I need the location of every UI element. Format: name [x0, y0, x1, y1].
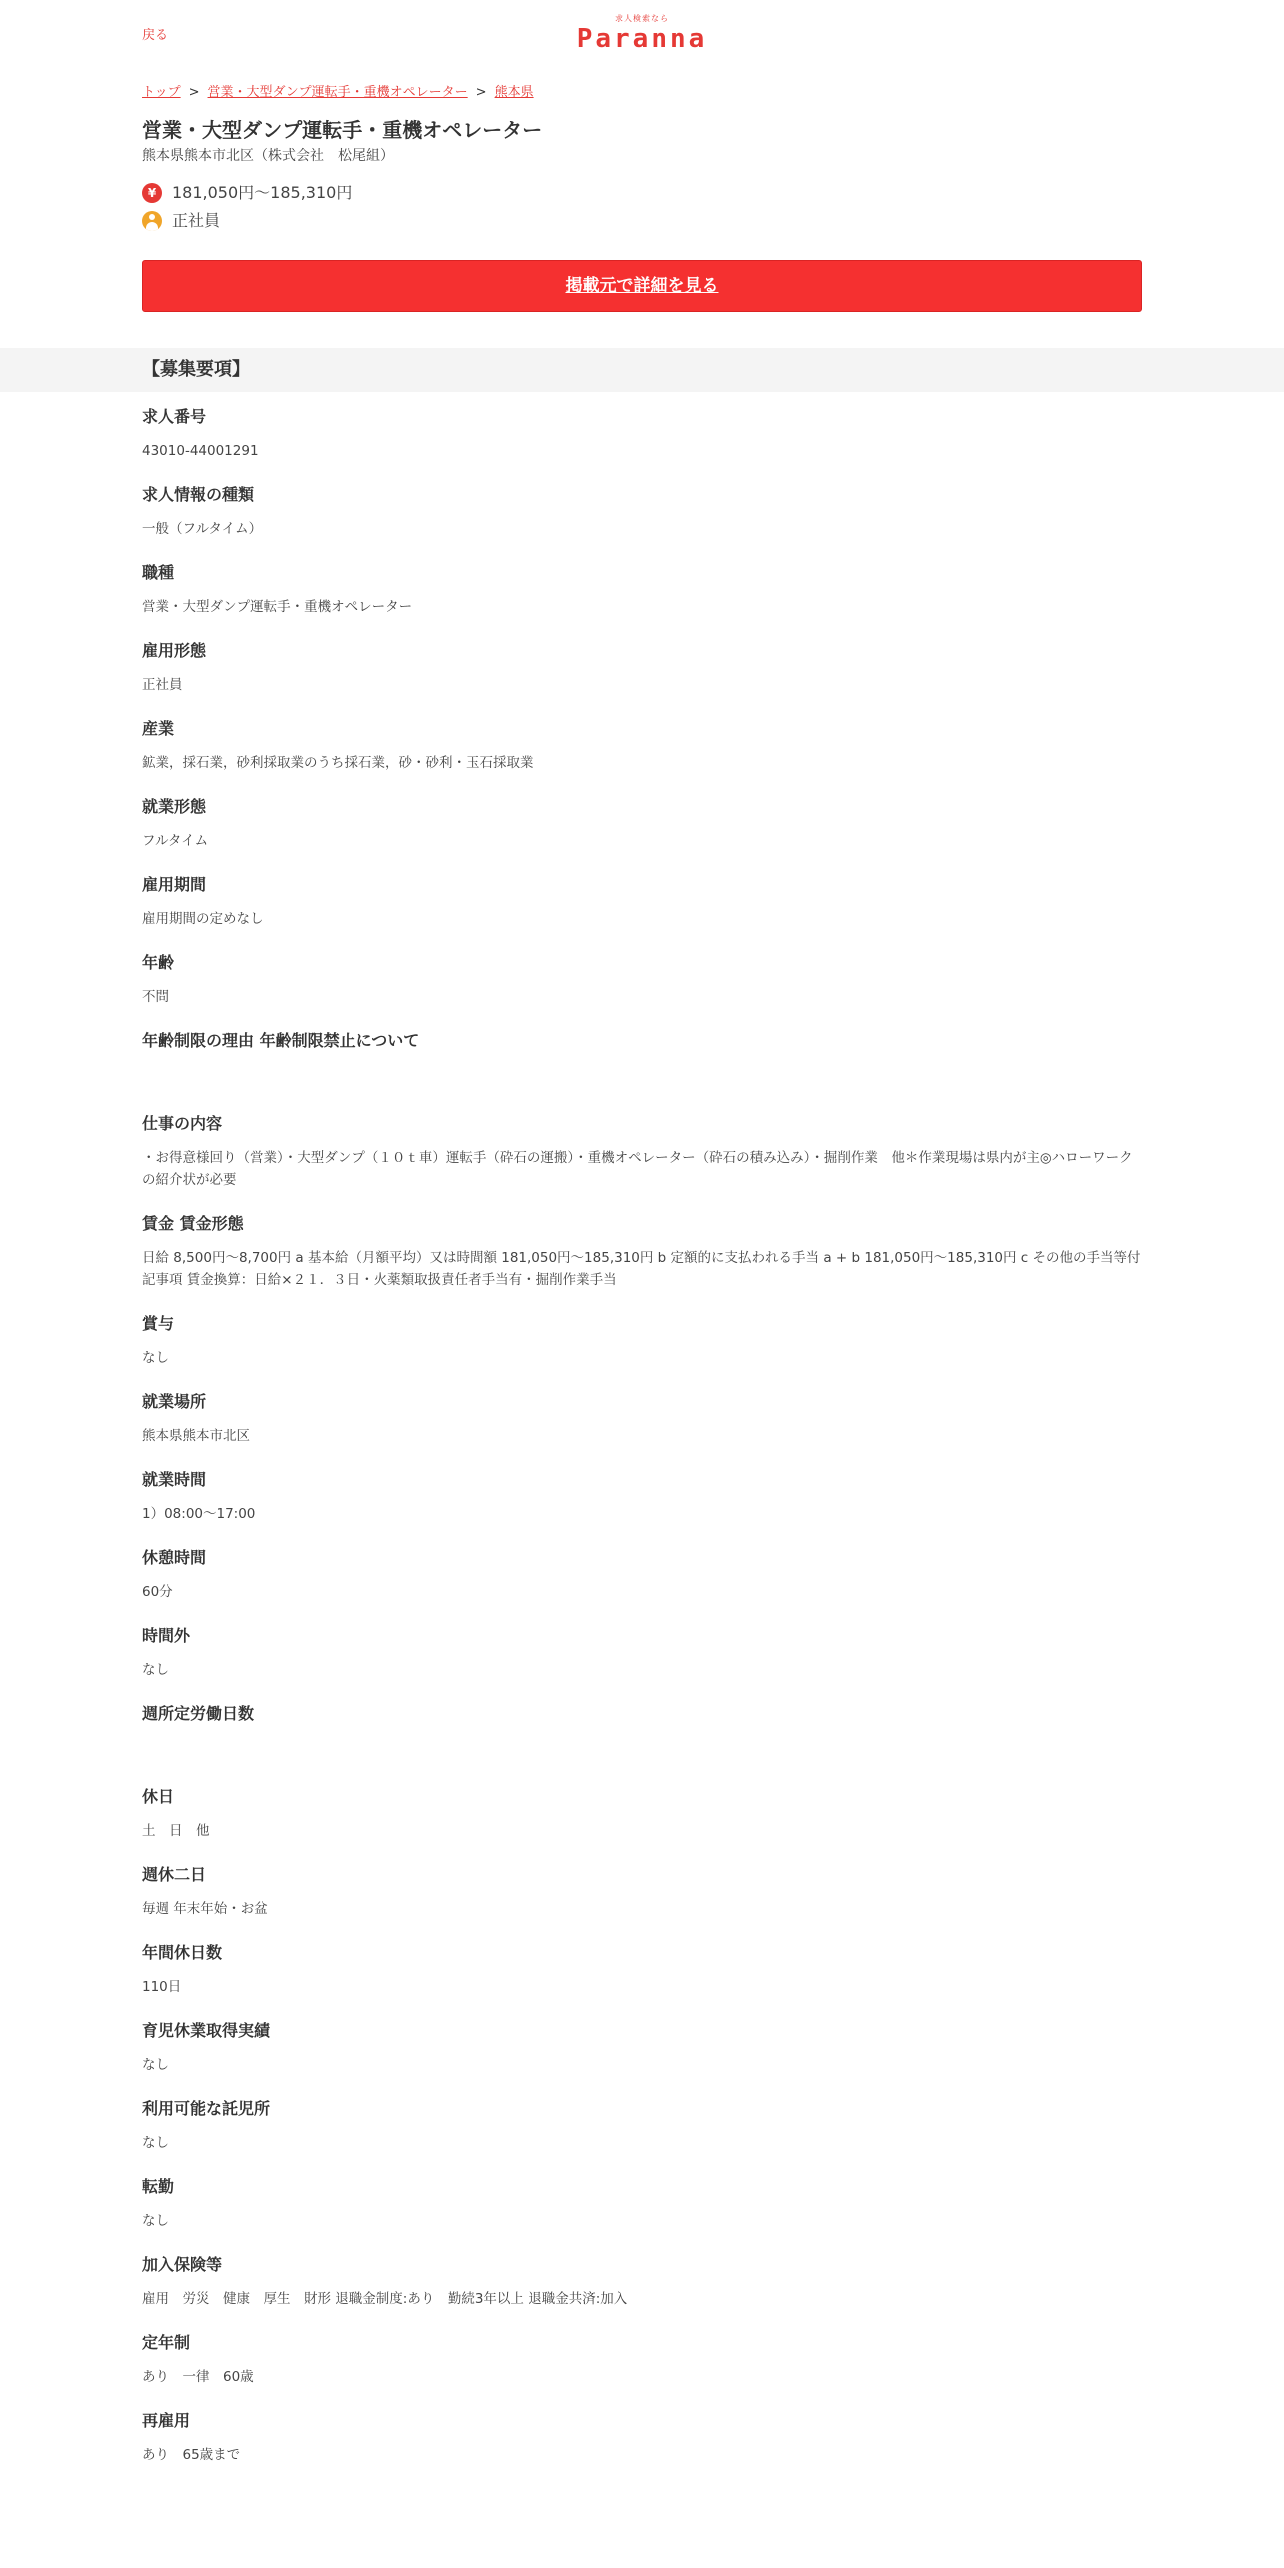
- job-title: 営業・大型ダンプ運転手・重機オペレーター: [142, 118, 543, 142]
- detail-field-value: 一般（フルタイム）: [142, 521, 263, 537]
- detail-field: [142, 1113, 1142, 1191]
- detail-field-value: 毎週 年末年始・お盆: [142, 1901, 268, 1917]
- detail-field-label: 再雇用: [142, 2411, 191, 2430]
- detail-field-value: [142, 1064, 1142, 1091]
- detail-field-value: 60分: [142, 1584, 173, 1600]
- detail-field: [142, 406, 1142, 462]
- detail-field-label: 就業時間: [142, 1470, 207, 1489]
- detail-field-label: 就業場所: [142, 1392, 207, 1411]
- detail-field-value: なし: [142, 1662, 169, 1678]
- detail-field-label: 休憩時間: [142, 1548, 207, 1567]
- detail-field-label: 週所定労働日数: [142, 1704, 255, 1723]
- detail-field: [142, 1030, 1142, 1091]
- detail-field-value: ・お得意様回り（営業）・大型ダンプ（１０ｔ車）運転手（砕石の運搬）・重機オペレーター（砕石の積み込み）・掘削作業 他＊作業現場は県内が主◎ハローワークの紹介状が必要: [142, 1150, 1133, 1188]
- person-icon: [142, 211, 162, 231]
- detail-field-label: 加入保険等: [142, 2255, 223, 2274]
- logo-text: Paranna: [576, 24, 708, 54]
- site-header: [0, 0, 1284, 64]
- detail-field-value: 熊本県熊本市北区: [142, 1428, 250, 1444]
- detail-field-label: 年齢制限の理由 年齢制限禁止について: [142, 1031, 420, 1050]
- employment-type: 正社員: [172, 211, 221, 230]
- detail-field: [142, 1625, 1142, 1681]
- detail-field-label: 求人番号: [142, 407, 207, 426]
- detail-field-label: 仕事の内容: [142, 1114, 223, 1133]
- detail-field-value: 土 日 他: [142, 1823, 210, 1839]
- detail-field-label: 育児休業取得実績: [142, 2021, 271, 2040]
- detail-field-value: [142, 1737, 1142, 1764]
- section-title: 【募集要項】: [142, 359, 250, 380]
- detail-field: [142, 1469, 1142, 1525]
- detail-field-label: 職種: [142, 563, 175, 582]
- detail-field-value: 営業・大型ダンプ運転手・重機オペレーター: [142, 599, 413, 615]
- back-link[interactable]: 戻る: [142, 28, 169, 43]
- detail-field-label: 休日: [142, 1787, 175, 1806]
- detail-field-value: あり 65歳まで: [142, 2447, 241, 2463]
- detail-field: [142, 1391, 1142, 1447]
- detail-field-value: 1）08:00～17:00: [142, 1506, 256, 1522]
- detail-field: [142, 1547, 1142, 1603]
- breadcrumb-separator: >: [475, 85, 487, 100]
- detail-field-value: 鉱業，採石業，砂利採取業のうち採石業，砂・砂利・玉石採取業: [142, 755, 534, 771]
- detail-field: [142, 2020, 1142, 2076]
- detail-field-label: 年齢: [142, 953, 175, 972]
- detail-field-label: 雇用形態: [142, 641, 207, 660]
- detail-field-value: 43010-44001291: [142, 443, 259, 459]
- salary-range: 181,050円～185,310円: [172, 183, 353, 202]
- detail-field-value: なし: [142, 2135, 169, 2151]
- detail-field-label: 求人情報の種類: [142, 485, 255, 504]
- detail-field-label: 産業: [142, 719, 175, 738]
- detail-field: [142, 2254, 1142, 2310]
- detail-field: [142, 640, 1142, 696]
- detail-field-value: 正社員: [142, 677, 183, 693]
- detail-field: [142, 1703, 1142, 1764]
- yen-icon: ¥: [142, 183, 162, 203]
- detail-field-value: フルタイム: [142, 833, 209, 849]
- job-location: 熊本県熊本市北区（株式会社 松尾組）: [142, 148, 394, 164]
- detail-field-value: 雇用期間の定めなし: [142, 911, 264, 927]
- detail-field: [142, 2332, 1142, 2388]
- site-logo[interactable]: [575, 14, 709, 54]
- detail-field-value: なし: [142, 1350, 169, 1366]
- detail-field-value: なし: [142, 2213, 169, 2229]
- detail-field: [142, 1313, 1142, 1369]
- detail-field-label: 就業形態: [142, 797, 207, 816]
- detail-field-label: 賃金 賃金形態: [142, 1214, 244, 1233]
- detail-field: [142, 562, 1142, 618]
- logo-tagline: 求人検索なら: [615, 14, 669, 23]
- detail-field: [142, 1864, 1142, 1920]
- detail-field: [142, 796, 1142, 852]
- detail-field-label: 週休二日: [142, 1865, 207, 1884]
- detail-field: [142, 1786, 1142, 1842]
- section-header: [0, 348, 1284, 392]
- detail-field-label: 定年制: [142, 2333, 191, 2352]
- detail-field: [142, 2410, 1142, 2466]
- detail-field-label: 時間外: [142, 1626, 191, 1645]
- detail-field-label: 転勤: [142, 2177, 175, 2196]
- salary-row: [142, 182, 1142, 204]
- detail-field: [142, 718, 1142, 774]
- detail-field-value: 日給 8,500円～8,700円 a 基本給（月額平均）又は時間額 181,050円～185,310円 b 定額的に支払われる手当 a + b 181,050円～185,310円 c その他の手当等付記事項 賃金換算：日給×２１．３日・火薬類取扱責任者手当有・掘削作業手当: [142, 1250, 1141, 1288]
- detail-field: [142, 952, 1142, 1008]
- detail-field: [142, 2176, 1142, 2232]
- detail-field: [142, 1942, 1142, 1998]
- breadcrumb: [142, 84, 1142, 102]
- detail-field-label: 雇用期間: [142, 875, 207, 894]
- detail-field-value: あり 一律 60歳: [142, 2369, 254, 2385]
- breadcrumb-prefecture[interactable]: 熊本県: [494, 85, 534, 100]
- detail-field-label: 賞与: [142, 1314, 175, 1333]
- detail-field-label: 年間休日数: [142, 1943, 223, 1962]
- detail-field-value: 雇用 労災 健康 厚生 財形 退職金制度:あり 勤続3年以上 退職金共済:加入: [142, 2291, 628, 2307]
- breadcrumb-job-category[interactable]: 営業・大型ダンプ運転手・重機オペレーター: [207, 85, 468, 100]
- detail-field: [142, 484, 1142, 540]
- employment-row: [142, 210, 1142, 232]
- detail-field-label: 利用可能な託児所: [142, 2099, 271, 2118]
- detail-field-value: なし: [142, 2057, 169, 2073]
- view-details-button[interactable]: 掲載元で詳細を見る: [142, 260, 1142, 312]
- breadcrumb-separator: >: [188, 85, 200, 100]
- detail-field-value: 不問: [142, 989, 169, 1005]
- detail-field: [142, 874, 1142, 930]
- detail-field: [142, 2098, 1142, 2154]
- job-details-list: [0, 392, 1284, 2466]
- detail-field: [142, 1213, 1142, 1291]
- detail-field-value: 110日: [142, 1979, 182, 1995]
- breadcrumb-top[interactable]: トップ: [142, 85, 181, 100]
